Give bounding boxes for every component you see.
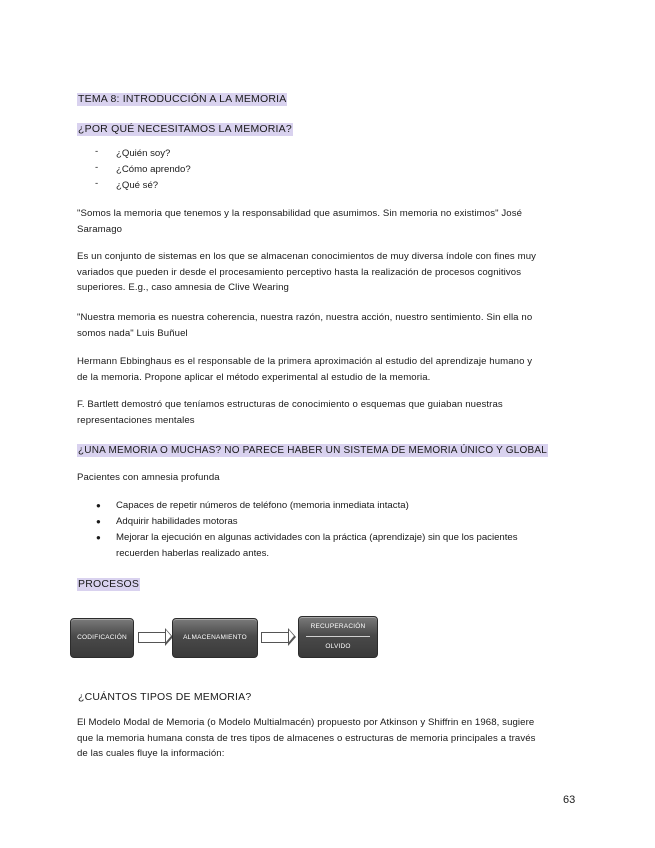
list-item: ¿Qué sé? — [116, 180, 159, 191]
bullet-icon: ● — [96, 533, 101, 542]
paragraph-ebbinghaus: Hermann Ebbinghaus es el responsable de la primera aproximación al estudio del aprendizaje humano y de la memoria. Propone aplicar el método experimental al estudio de la memoria. — [77, 356, 533, 383]
list-item: ¿Cómo aprendo? — [116, 164, 191, 175]
list-item: ¿Quién soy? — [116, 148, 171, 159]
list-item: Mejorar la ejecución en algunas actividades con la práctica (aprendizaje) sin que los pacientes — [116, 532, 518, 543]
paragraph-bartlett: F. Bartlett demostró que teníamos estructuras de conocimiento o esquemas que guiaban nuestras representaciones mentales — [77, 399, 503, 426]
list-item-continuation: recuerden haberlas realizado antes. — [116, 548, 270, 559]
divider — [306, 636, 370, 637]
paragraph-bunuel: "Nuestra memoria es nuestra coherencia, nuestra razón, nuestra acción, nuestro sentimiento. Sin ella no somos nada" Luis Buñuel — [77, 312, 533, 339]
arrow-icon — [138, 632, 165, 643]
bullet-icon: ● — [96, 517, 101, 526]
heading-tema: TEMA 8: INTRODUCCIÓN A LA MEMORIA — [78, 93, 287, 105]
recuperacion-olvido-box: RECUPERACIÓN OLVIDO — [298, 616, 378, 658]
page-number: 63 — [563, 794, 576, 806]
heading-cuantos-tipos: ¿CUÁNTOS TIPOS DE MEMORIA? — [78, 691, 252, 703]
arrow-icon — [261, 632, 288, 643]
paragraph-saramago: "Somos la memoria que tenemos y la responsabilidad que asumimos. Sin memoria no existimos" José Saramago — [77, 208, 523, 235]
bullet-icon: ● — [96, 501, 101, 510]
paragraph-conjunto: Es un conjunto de sistemas en los que se almacenan conocimientos de muy diversa índole con fines muy variados que pueden ir desde el procesamiento perceptivo hasta la realización de procesos cognitivos superiores. E.g., caso amnesia de Clive Wearing — [77, 251, 537, 293]
heading-procesos: PROCESOS — [78, 578, 140, 590]
paragraph-pacientes: Pacientes con amnesia profunda — [77, 472, 220, 483]
heading-una-o-muchas: ¿UNA MEMORIA O MUCHAS? NO PARECE HABER UN SISTEMA DE MEMORIA ÚNICO Y GLOBAL — [78, 445, 547, 456]
codificacion-box: CODIFICACIÓN — [70, 618, 134, 658]
heading-por-que: ¿POR QUÉ NECESITAMOS LA MEMORIA? — [78, 123, 292, 135]
almacenamiento-box: ALMACENAMIENTO — [172, 618, 258, 658]
list-item: Capaces de repetir números de teléfono (memoria inmediata intacta) — [116, 500, 409, 511]
paragraph-modelo-modal: El Modelo Modal de Memoria (o Modelo Multialmacén) propuesto por Atkinson y Shiffrin en 1968, sugiere que la memoria humana consta de tres tipos de almacenes o estructuras de memoria principales a través de las cuales fluye la información: — [77, 717, 536, 759]
list-item: Adquirir habilidades motoras — [116, 516, 238, 527]
document-page: TEMA 8: INTRODUCCIÓN A LA MEMORIA ¿POR QUÉ NECESITAMOS LA MEMORIA? - ¿Quién soy? - ¿Cómo aprendo? - ¿Qué sé? "Somos la memoria que tenemos y la responsabilidad que asumimos. Sin memoria no existimos" José Saramago Es un conjunto de sistemas en los que se almacenan conocimientos de muy diversa índole con fines muy variados que pueden ir desde el procesamiento perceptivo hasta la realización de procesos cognitivos superiores. E.g., caso amnesia de Clive Wearing "Nuestra memoria es nuestra coherencia, nuestra razón, nuestra acción, nuestro sentimiento. Sin ella no somos nada" Luis Buñuel Hermann Ebbinghaus es el responsable de la primera aproximación al estudio del aprendizaje humano y de la memoria. Propone aplicar el método experimental al estudio de la memoria. F. Bartlett demostró que teníamos estructuras de conocimiento o esquemas que guiaban nuestras representaciones mentales ¿UNA MEMORIA O MUCHAS? NO PARECE HABER UN SISTEMA DE MEMORIA ÚNICO Y GLOBAL Pacientes con amnesia profunda ● Capaces de repetir números de teléfono (memoria inmediata intacta) ● Adquirir habilidades motoras ● Mejorar la ejecución en algunas actividades con la práctica (aprendizaje) sin que los pacientes recuerden haberlas realizado antes. PROCESOS CODIFICACIÓN ALMACENAMIENTO RECUPERACIÓN OLVIDO ¿CUÁNTOS TIPOS DE MEMORIA? El Modelo Modal de Memoria (o Modelo Multialmacén) propuesto por Atkinson y Shiffrin en 1968, sugiere que la memoria humana consta de tres tipos de almacenes o estructuras de memoria principales a través de las cuales fluye la información: 63 — [0, 0, 655, 848]
